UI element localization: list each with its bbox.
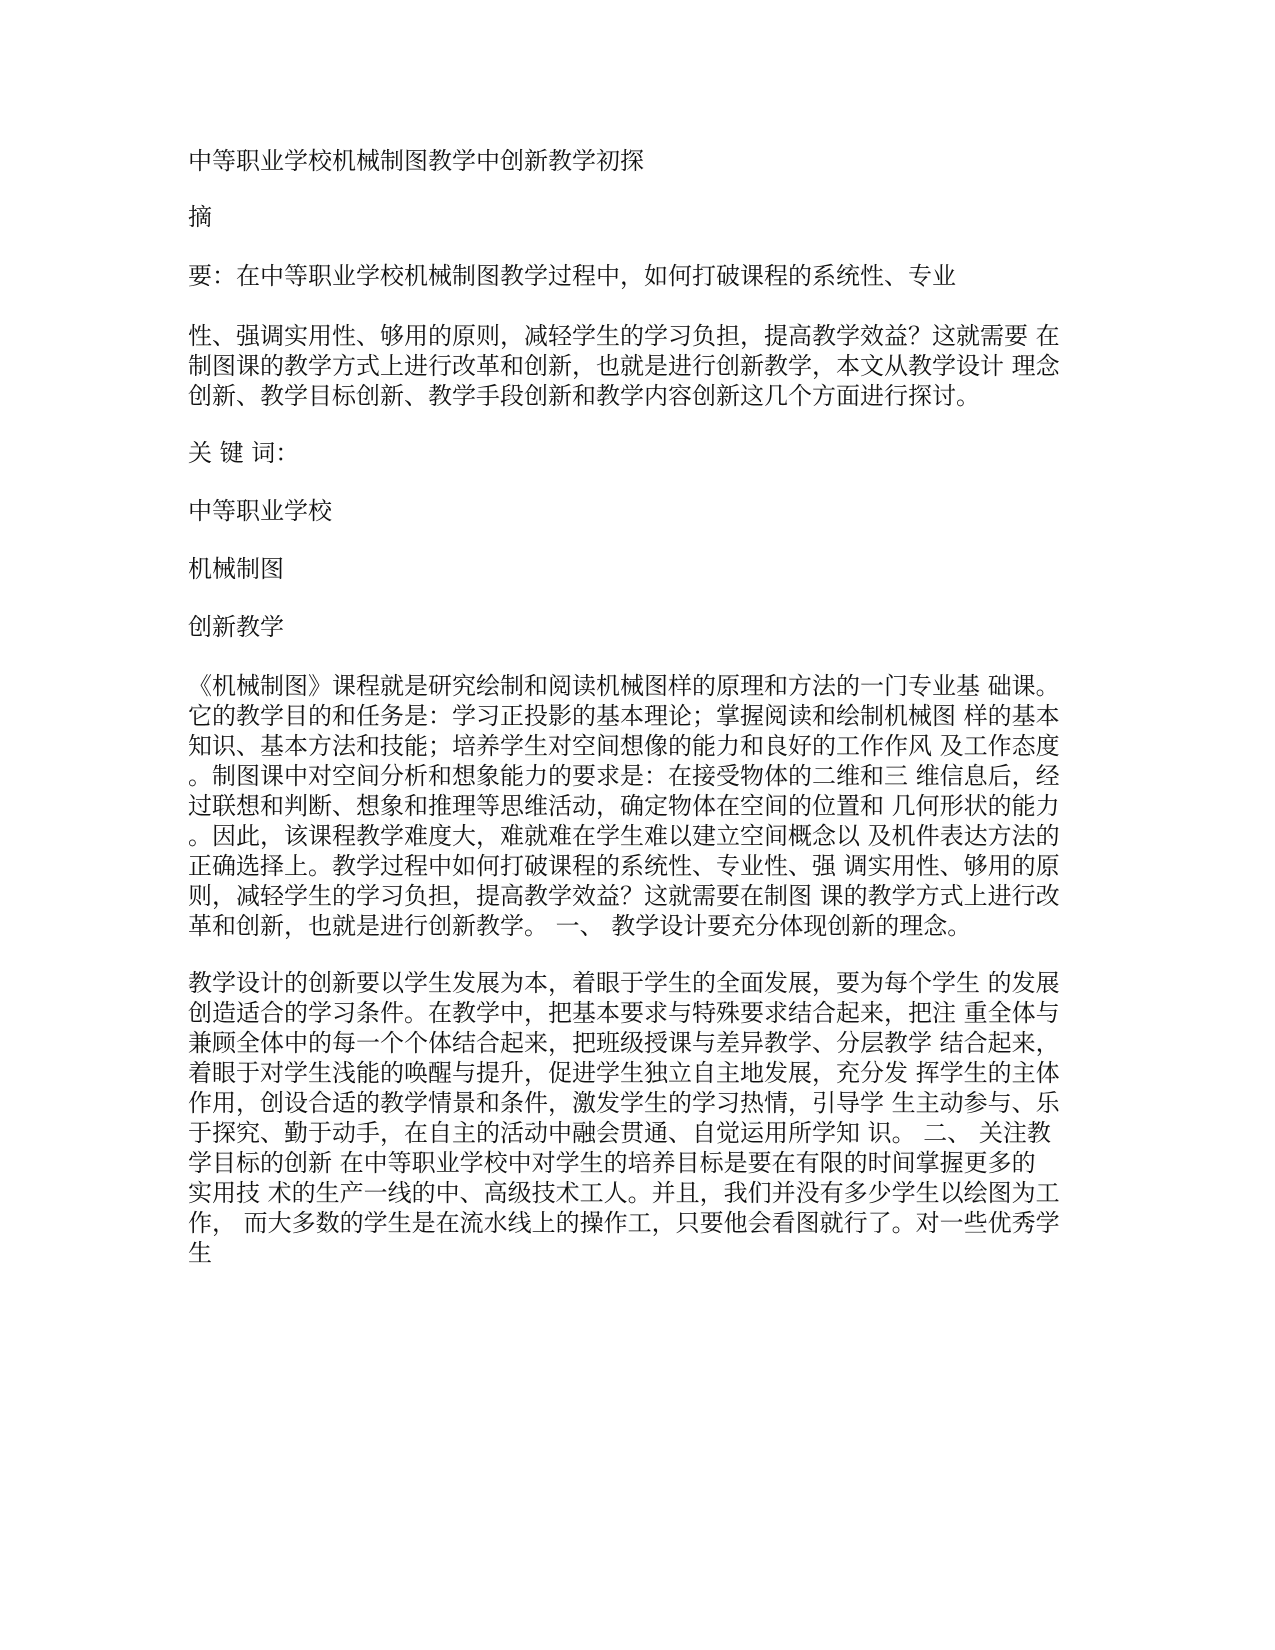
paragraph-line: 正确选择上。教学过程中如何打破课程的系统性、专业性、强 调实用性、够用的原 [188, 852, 1060, 880]
body-paragraph-1 [188, 671, 1088, 941]
paragraph-line: 《机械制图》课程就是研究绘制和阅读机械图样的原理和方法的一门专业基 础课。 [188, 672, 1060, 700]
keyword-item: 机械制图 [188, 555, 284, 583]
paragraph-line: 它的教学目的和任务是：学习正投影的基本理论；掌握阅读和绘制机械图 样的基本 [188, 702, 1060, 730]
paragraph-line: 革和创新，也就是进行创新教学。 一、 教学设计要充分体现创新的理念。 [188, 912, 972, 940]
keyword-item: 创新教学 [188, 613, 284, 641]
paragraph-line: 生 [188, 1239, 212, 1267]
paragraph-line: 则，减轻学生的学习负担，提高教学效益？这就需要在制图 课的教学方式上进行改 [188, 882, 1060, 910]
body-paragraph-2 [188, 968, 1088, 1268]
abstract-label: 摘 [188, 203, 212, 231]
abstract-line: 制图课的教学方式上进行改革和创新，也就是进行创新教学，本文从教学设计 理念 [188, 352, 1060, 380]
paragraph-line: 知识、基本方法和技能；培养学生对空间想像的能力和良好的工作作风 及工作态度 [188, 732, 1060, 760]
keyword-item: 中等职业学校 [188, 497, 332, 525]
keywords-label: 关 键 词： [188, 439, 300, 467]
paragraph-line: 创造适合的学习条件。在教学中，把基本要求与特殊要求结合起来，把注 重全体与 [188, 999, 1060, 1027]
paragraph-line: 学目标的创新 在中等职业学校中对学生的培养目标是要在有限的时间掌握更多的 [188, 1149, 1036, 1177]
paragraph-line: 着眼于对学生浅能的唤醒与提升，促进学生独立自主地发展，充分发 挥学生的主体 [188, 1059, 1060, 1087]
paragraph-line: 教学设计的创新要以学生发展为本，着眼于学生的全面发展，要为每个学生 的发展 [188, 969, 1060, 997]
abstract-body [188, 321, 1088, 411]
paragraph-line: 作用，创设合适的教学情景和条件，激发学生的学习热情，引导学 生主动参与、乐 [188, 1089, 1060, 1117]
paragraph-line: 兼顾全体中的每一个个体结合起来，把班级授课与差异教学、分层教学 结合起来， [188, 1029, 1060, 1057]
document-title: 中等职业学校机械制图教学中创新教学初探 [188, 147, 644, 175]
paragraph-line: 。制图课中对空间分析和想象能力的要求是：在接受物体的二维和三 维信息后，经 [188, 762, 1060, 790]
abstract-first-line: 要：在中等职业学校机械制图教学过程中，如何打破课程的系统性、专业 [188, 262, 956, 290]
paragraph-line: 过联想和判断、想象和推理等思维活动，确定物体在空间的位置和 几何形状的能力 [188, 792, 1060, 820]
paragraph-line: 实用技 术的生产一线的中、高级技术工人。并且，我们并没有多少学生以绘图为工 [188, 1179, 1060, 1207]
paragraph-line: 于探究、勤于动手，在自主的活动中融会贯通、自觉运用所学知 识。 二、 关注教 [188, 1119, 1051, 1147]
abstract-line: 创新、教学目标创新、教学手段创新和教学内容创新这几个方面进行探讨。 [188, 382, 980, 410]
abstract-line: 性、强调实用性、够用的原则，减轻学生的学习负担，提高教学效益？这就需要 在 [188, 322, 1060, 350]
paragraph-line: 。因此，该课程教学难度大，难就难在学生难以建立空间概念以 及机件表达方法的 [188, 822, 1060, 850]
paragraph-line: 作， 而大多数的学生是在流水线上的操作工，只要他会看图就行了。对一些优秀学 [188, 1209, 1060, 1237]
